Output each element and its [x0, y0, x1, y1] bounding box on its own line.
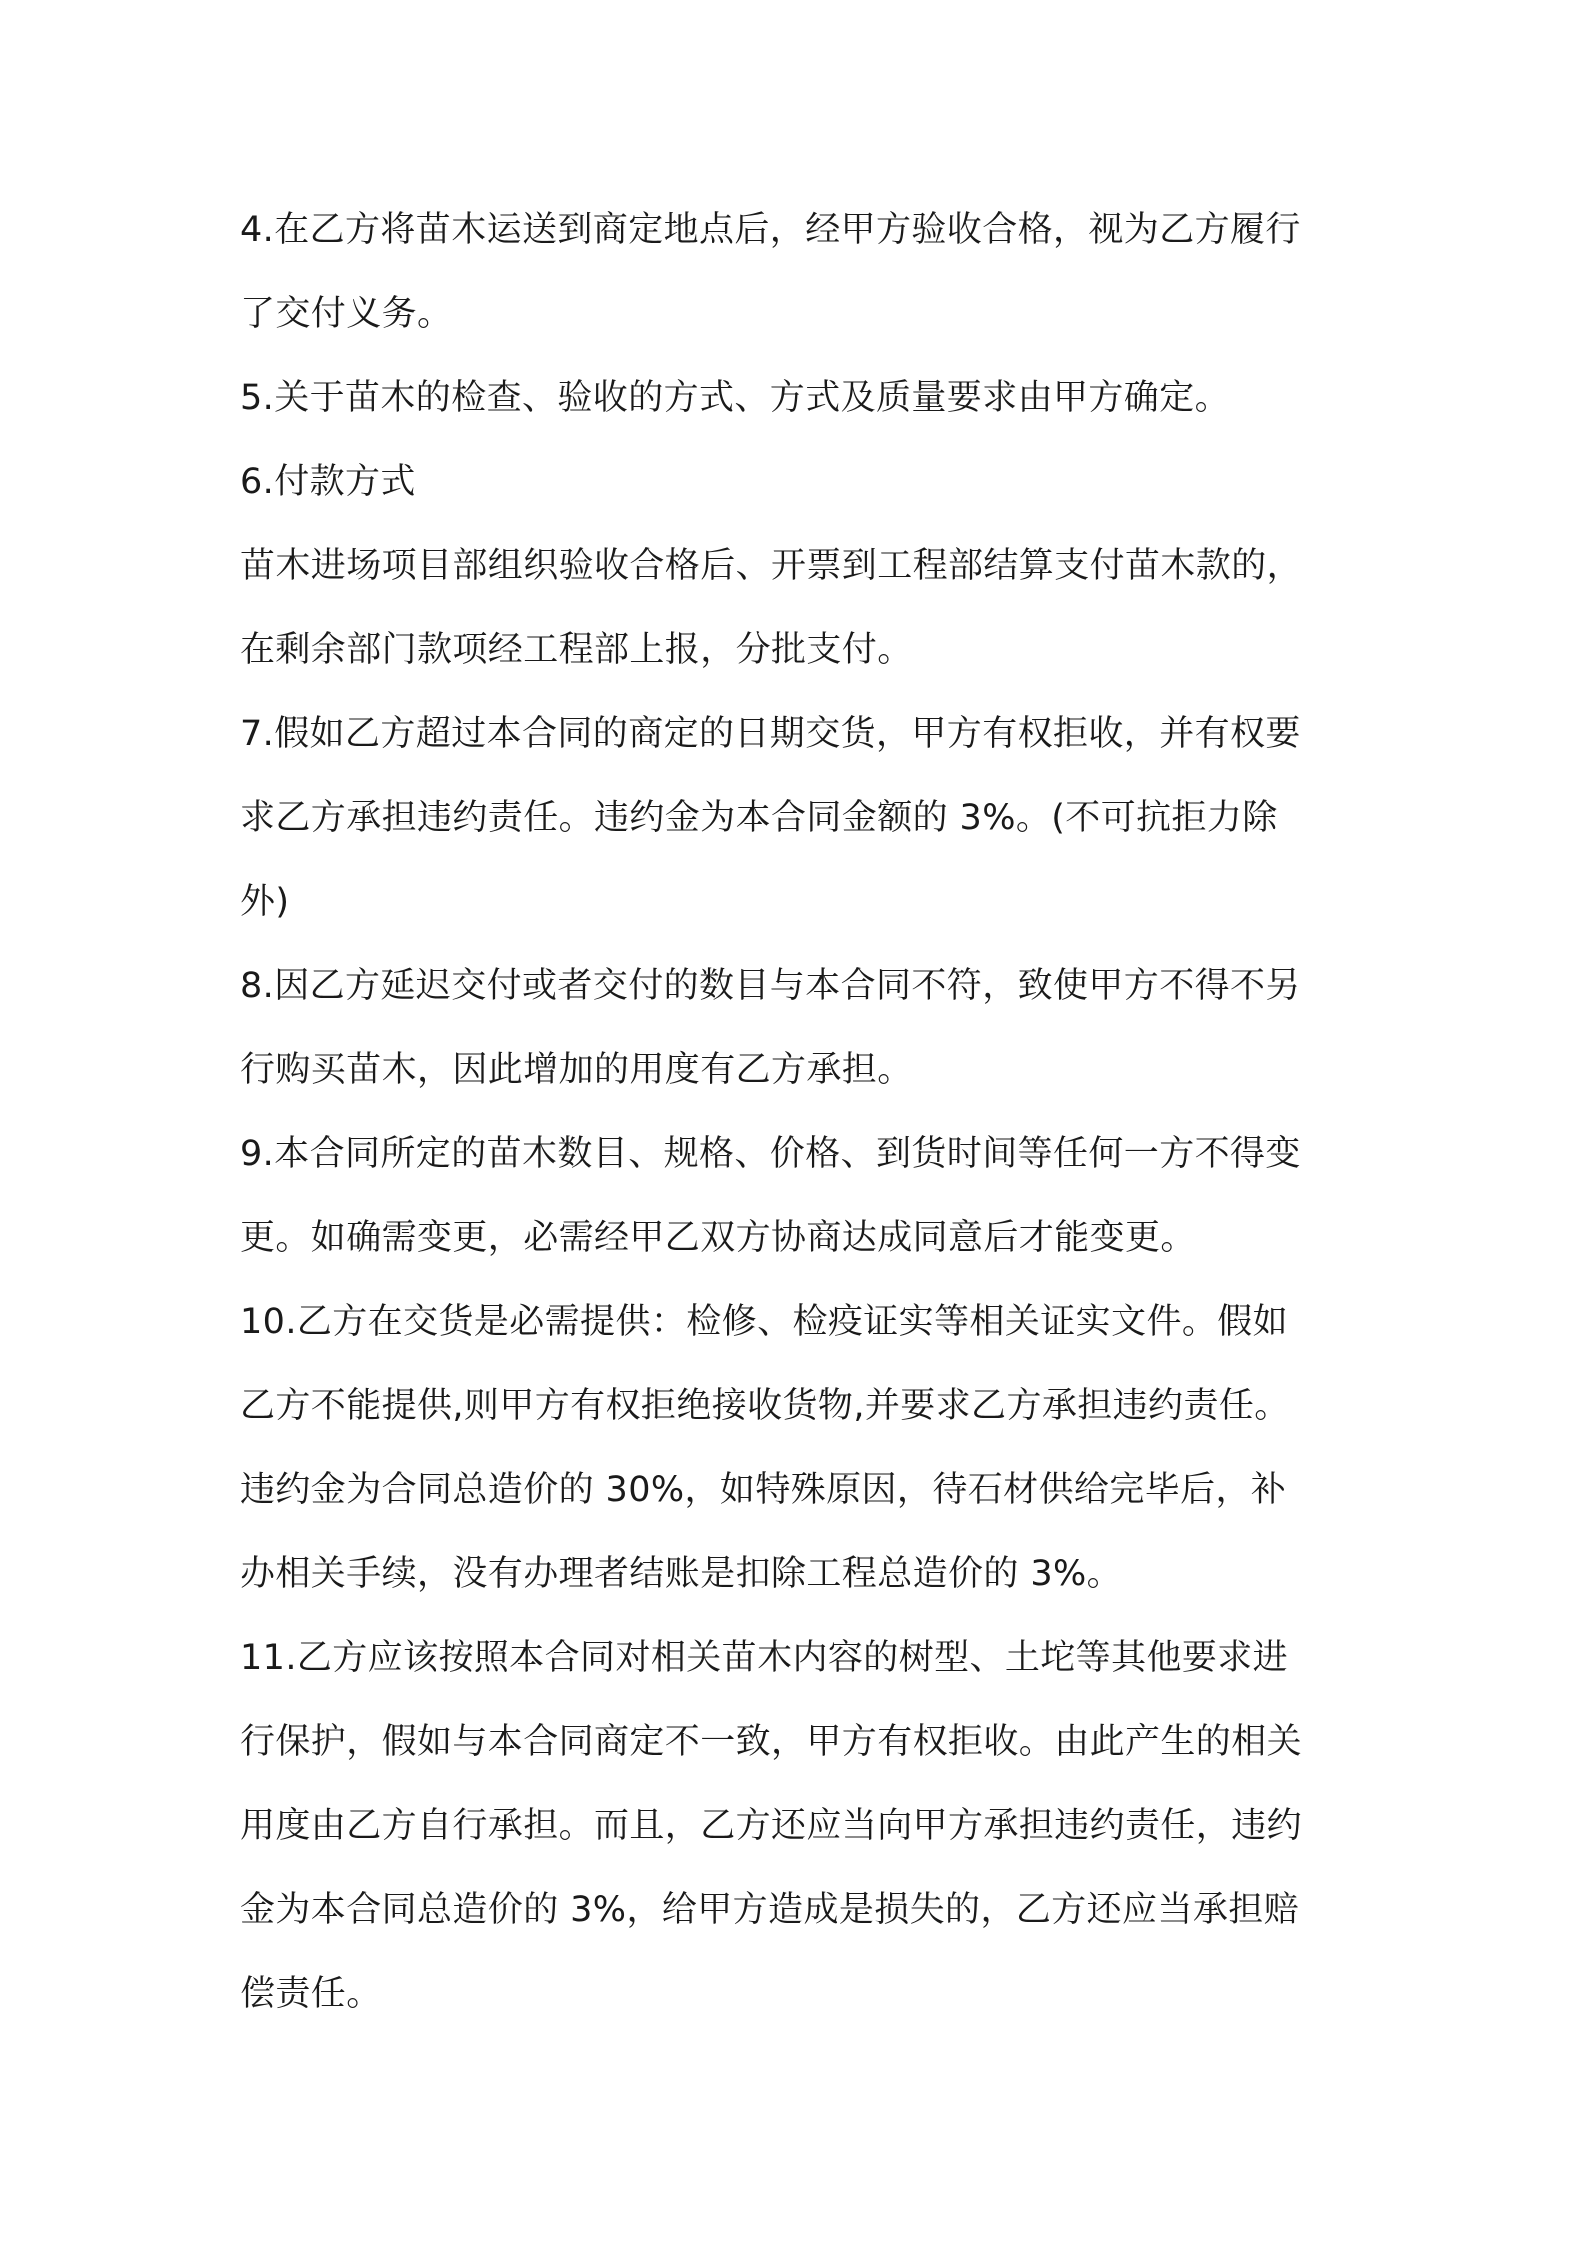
text-line: 行保护，假如与本合同商定不一致，甲方有权拒收。由此产生的相关	[240, 1722, 1303, 1762]
text-line: 更。如确需变更，必需经甲乙双方协商达成同意后才能变更。	[240, 1218, 1196, 1258]
text-line: 7.假如乙方超过本合同的商定的日期交货，甲方有权拒收，并有权要	[240, 714, 1301, 754]
text-line: 外)	[240, 882, 290, 922]
text-line: 10.乙方在交货是必需提供：检修、检疫证实等相关证实文件。假如	[240, 1302, 1289, 1342]
text-line: 11.乙方应该按照本合同对相关苗木内容的树型、土坨等其他要求进	[240, 1638, 1289, 1678]
text-line: 行购买苗木，因此增加的用度有乙方承担。	[240, 1050, 913, 1090]
text-line: 8.因乙方延迟交付或者交付的数目与本合同不符，致使甲方不得不另	[240, 966, 1301, 1006]
text-line: 用度由乙方自行承担。而且，乙方还应当向甲方承担违约责任，违约	[240, 1806, 1303, 1846]
text-line: 在剩余部门款项经工程部上报，分批支付。	[240, 630, 913, 670]
text-line: 了交付义务。	[240, 294, 453, 334]
text-line: 4.在乙方将苗木运送到商定地点后，经甲方验收合格，视为乙方履行	[240, 210, 1301, 250]
text-line: 偿责任。	[240, 1974, 382, 2014]
text-line: 乙方不能提供,则甲方有权拒绝接收货物,并要求乙方承担违约责任。	[240, 1386, 1290, 1426]
text-line: 5.关于苗木的检查、验收的方式、方式及质量要求由甲方确定。	[240, 378, 1230, 418]
text-line: 苗木进场项目部组织验收合格后、开票到工程部结算支付苗木款的，	[240, 546, 1303, 586]
text-line: 金为本合同总造价的 3%，给甲方造成是损失的，乙方还应当承担赔	[240, 1890, 1300, 1930]
text-line: 求乙方承担违约责任。违约金为本合同金额的 3%。(不可抗拒力除	[240, 798, 1278, 838]
text-line: 9.本合同所定的苗木数目、规格、价格、到货时间等任何一方不得变	[240, 1134, 1301, 1174]
text-line: 违约金为合同总造价的 30%，如特殊原因，待石材供给完毕后，补	[240, 1470, 1287, 1510]
section-heading: 6.付款方式	[240, 462, 416, 502]
text-line: 办相关手续，没有办理者结账是扣除工程总造价的 3%。	[240, 1554, 1123, 1594]
